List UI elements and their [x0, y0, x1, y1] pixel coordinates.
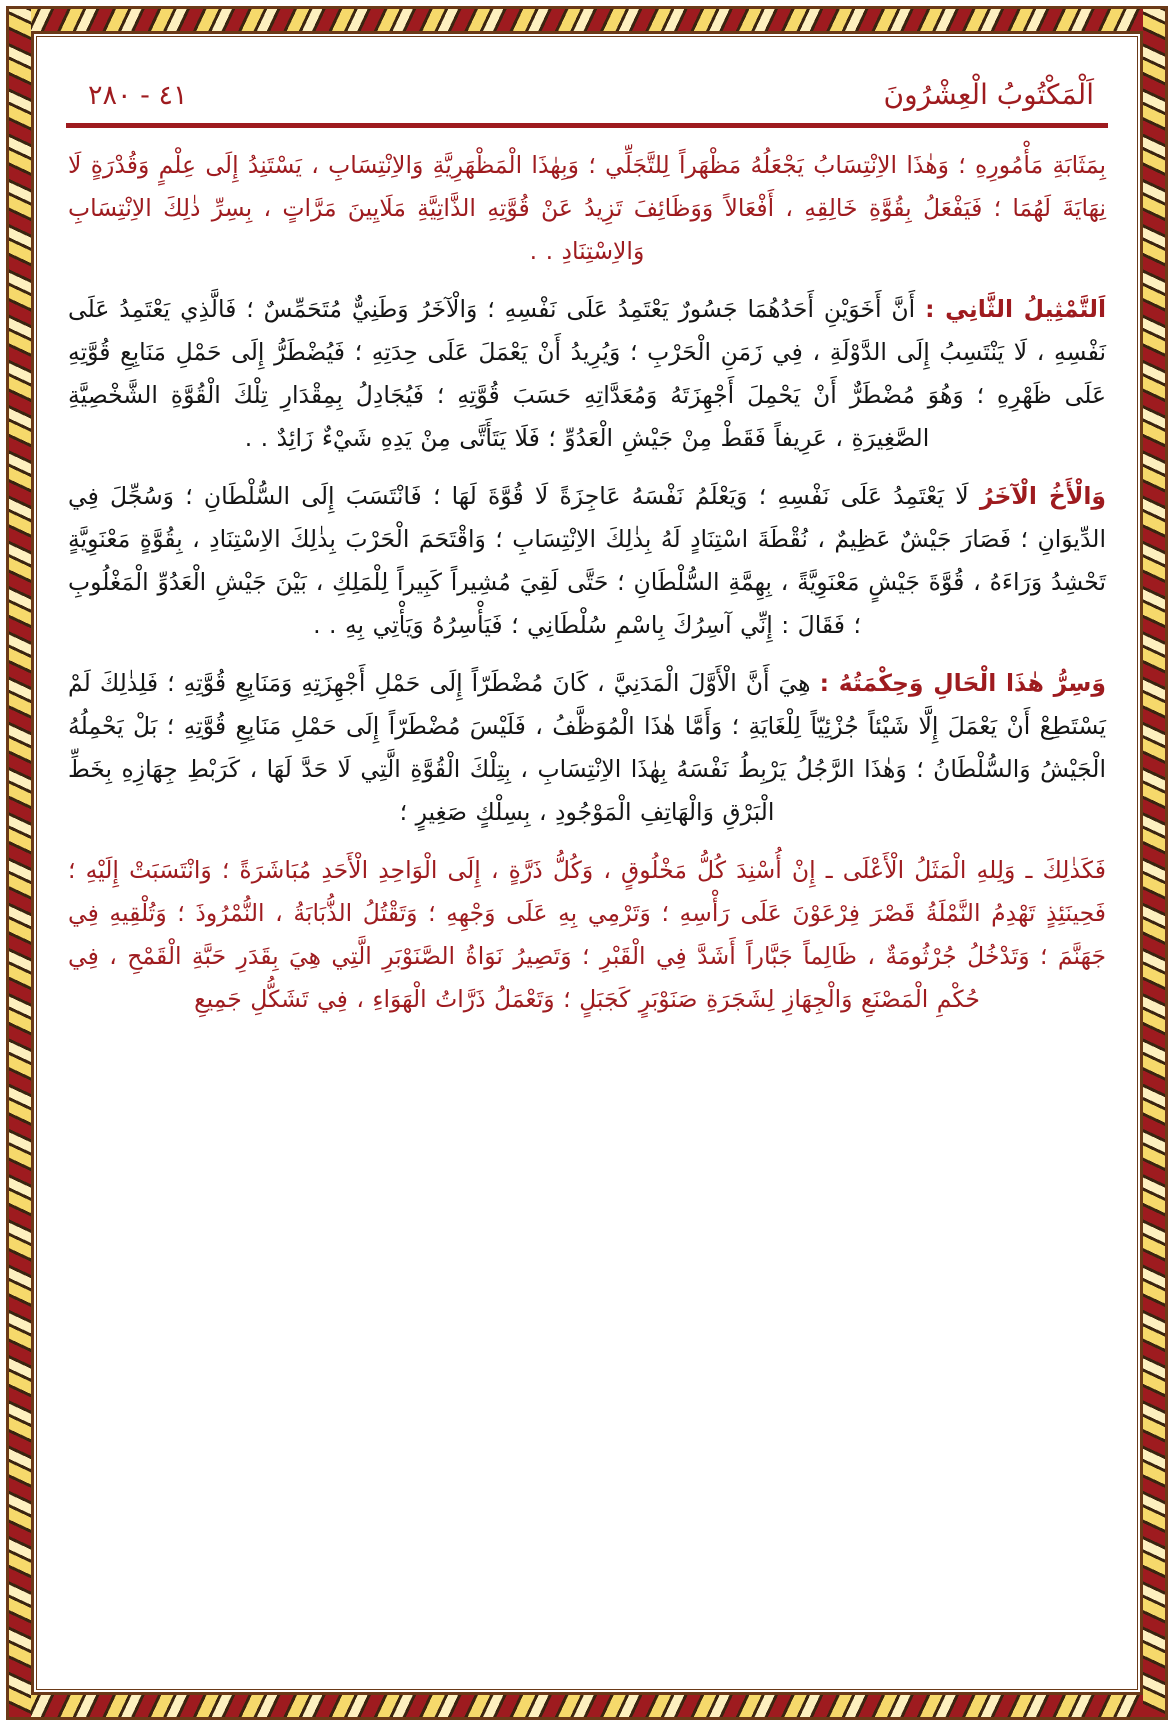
paragraph-3-lead: وَالْأَخُ الْآخَرُ: [979, 481, 1106, 510]
header-divider-rule: [66, 123, 1108, 128]
border-chain-right: [1143, 9, 1165, 1717]
paragraph-2-lead: اَلتَّمْثِيلُ الثَّانِي :: [925, 294, 1106, 323]
paragraph-3-text: لَا يَعْتَمِدُ عَلَى نَفْسِهِ ؛ وَيَعْلَمُ نَفْسَهُ عَاجِزَةً لَا قُوَّةَ لَهَا ؛ فَانْتَسَبَ إِلَى السُّلْطَانِ ؛ وَسُجِّلَ فِي الدِّيوَانِ ؛ فَصَارَ جَيْشٌ عَظِيمٌ ، نُقْطَةَ اسْتِنَادٍ لَهُ بِذٰلِكَ الاِنْتِسَابِ ؛ وَاقْتَحَمَ الْحَرْبَ بِذٰلِكَ الاِسْتِنَادِ ، بِقُوَّةٍ مَعْنَوِيَّةٍ تَحْشِدُ وَرَاءَهُ ، قُوَّةَ جَيْشٍ مَعْنَوِيَّةً ، بِهِمَّةِ السُّلْطَانِ ؛ حَتَّى لَقِيَ مُشِيراً كَبِيراً لِلْمَلِكِ ، بَيْنَ جَيْشِ الْعَدُوِّ الْمَغْلُوبِ ؛ فَقَالَ : إِنِّي آسِرُكَ بِاسْمِ سُلْطَانِي ؛ فَيَأْسِرُهُ وَيَأْتِي بِهِ . .: [68, 481, 1106, 640]
page-folio-number: ٤١ - ٢٨٠: [88, 80, 188, 111]
paragraph-5-text: فَكَذٰلِكَ ـ وَلِلهِ الْمَثَلُ الْأَعْلَى ـ إِنْ أُسْنِدَ كُلُّ مَخْلُوقٍ ، وَكُلُّ ذَرَّةٍ ، إِلَى الْوَاحِدِ الْأَحَدِ مُبَاشَرَةً ؛ وَانْتَسَبَتْ إِلَيْهِ ؛ فَحِينَئِذٍ تَهْدِمُ النَّمْلَةُ قَصْرَ فِرْعَوْنَ عَلَى رَأْسِهِ ؛ وَتَرْمِي بِهِ عَلَى وَجْهِهِ ؛ وَتَقْتُلُ الذُّبَابَةُ ، النُّمْرُوذَ ؛ وَتُلْقِيهِ فِي جَهَنَّمَ ؛ وَتَدْخُلُ جُرْثُومَةٌ ، ظَالِماً جَبَّاراً أَشَدَّ فِي الْقَبْرِ ؛ وَتَصِيرُ نَوَاةُ الصَّنَوْبَرِ الَّتِي هِيَ بِقَدَرِ حَبَّةِ الْقَمْحِ ، فِي حُكْمِ الْمَصْنَعِ وَالْجِهَازِ لِشَجَرَةِ صَنَوْبَرٍ كَجَبَلٍ ؛ وَتَعْمَلُ ذَرَّاتُ الْهَوَاءِ ، فِي تَشَكُّلِ جَمِيعِ: [68, 855, 1106, 1014]
paragraph-3: [68, 475, 1106, 648]
paragraph-2: [68, 288, 1106, 461]
border-chain-bottom: [9, 1695, 1165, 1717]
page-content: [44, 44, 1130, 1682]
page-title: اَلْمَكْتُوبُ الْعِشْرُونَ: [883, 78, 1094, 111]
paragraph-2-text: أَنَّ أَخَوَيْنِ أَحَدُهُمَا جَسُورٌ يَعْتَمِدُ عَلَى نَفْسِهِ ؛ وَالْآخَرُ وَطَنِيٌّ مُتَحَمِّسٌ ؛ فَالَّذِي يَعْتَمِدُ عَلَى نَفْسِهِ ، لَا يَنْتَسِبُ إِلَى الدَّوْلَةِ ، فِي زَمَنِ الْحَرْبِ ؛ وَيُرِيدُ أَنْ يَعْمَلَ عَلَى حِدَتِهِ ؛ فَيُضْطَرُّ إِلَى حَمْلِ مَنَابِعِ قُوَّتِهِ عَلَى ظَهْرِهِ ؛ وَهُوَ مُضْطَرٌّ أَنْ يَحْمِلَ أَجْهِزَتَهُ وَمُعَدَّاتِهِ حَسَبَ قُوَّتِهِ ؛ فَيُجَادِلُ بِمِقْدَارِ تِلْكَ الْقُوَّةِ الشَّخْصِيَّةِ الصَّغِيرَةِ ، عَرِيفاً فَقَطْ مِنْ جَيْشِ الْعَدُوِّ ؛ فَلَا يَتَأَتَّى مِنْ يَدِهِ شَيْءٌ زَائِدٌ . .: [68, 294, 1106, 453]
border-chain-top: [9, 9, 1165, 31]
body-text-column: [62, 144, 1112, 1021]
paragraph-4-text: هِيَ أَنَّ الْأَوَّلَ الْمَدَنِيَّ ، كَانَ مُضْطَرّاً إِلَى حَمْلِ أَجْهِزَتِهِ وَمَنَابِعِ قُوَّتِهِ ؛ فَلِذٰلِكَ لَمْ يَسْتَطِعْ أَنْ يَعْمَلَ إِلَّا شَيْئاً جُزْئِيّاً لِلْغَايَةِ ؛ وَأَمَّا هٰذَا الْمُوَظَّفُ ، فَلَيْسَ مُضْطَرّاً إِلَى حَمْلِ مَنَابِعِ قُوَّتِهِ ؛ بَلْ يَحْمِلُهُ الْجَيْشُ وَالسُّلْطَانُ ؛ وَهٰذَا الرَّجُلُ يَرْبِطُ نَفْسَهُ بِهٰذَا الاِنْتِسَابِ ، بِتِلْكَ الْقُوَّةِ الَّتِي لَا حَدَّ لَهَا ، كَرَبْطِ جِهَازِهِ بِخَطِّ الْبَرْقِ وَالْهَاتِفِ الْمَوْجُودِ ، بِسِلْكٍ صَغِيرٍ ؛: [68, 668, 1106, 827]
paragraph-5: [68, 849, 1106, 1022]
paragraph-1-text: بِمَثَابَةِ مَأْمُورِهِ ؛ وَهٰذَا الاِنْتِسَابُ يَجْعَلُهُ مَظْهَراً لِلتَّجَلِّي ؛ وَبِهٰذَا الْمَظْهَرِيَّةِ وَالاِنْتِسَابِ ، يَسْتَنِدُ إِلَى عِلْمٍ وَقُدْرَةٍ لَا نِهَايَةَ لَهُمَا ؛ فَيَفْعَلُ بِقُوَّةِ خَالِقِهِ ، أَفْعَالاً وَوَظَائِفَ تَزِيدُ عَنْ قُوَّتِهِ الذَّاتِيَّةِ مَلَايِينَ مَرَّاتٍ ، بِسِرِّ ذٰلِكَ الاِنْتِسَابِ وَالاِسْتِنَادِ . .: [68, 151, 1106, 266]
border-chain-left: [9, 9, 31, 1717]
paragraph-1: [68, 144, 1106, 274]
page-header: [62, 62, 1112, 117]
paragraph-4: [68, 662, 1106, 835]
paragraph-4-lead: وَسِرُّ هٰذَا الْحَالِ وَحِكْمَتُهُ :: [819, 668, 1106, 697]
